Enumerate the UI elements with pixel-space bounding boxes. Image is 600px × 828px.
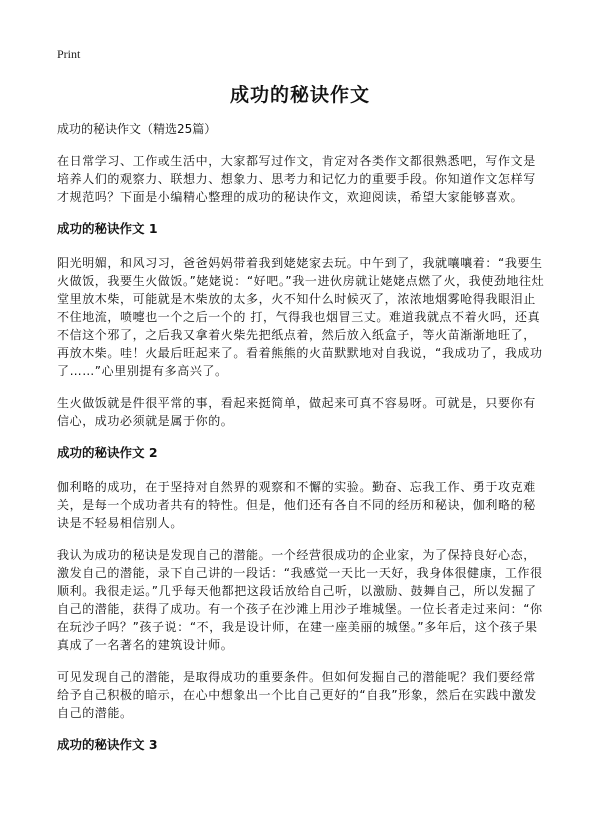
section-heading-1: 成功的秘诀作文 1 — [57, 221, 158, 236]
article-body — [57, 120, 545, 770]
section-2-paragraph-2: 我认为成功的秘诀是发现自己的潜能。一个经营很成功的企业家，为了保持良好心态，激发自己的潜能，录下自己讲的一段话：“我感觉一天比一天好，我身体很健康，工作很顺利。我很走运。”几乎每天他都把这段话放给自己听，以激励、鼓舞自己，所以发掘了自己的潜能，获得了成功。有一个孩子在沙滩上用沙子堆城堡。一位长者走过来问：“你在玩沙子吗？”孩子说：“不，我是设计师，在建一座美丽的城堡。”多年后，这个孩子果真成了一名著名的建筑设计师。 — [57, 548, 543, 652]
page-title: 成功的秘诀作文 — [229, 84, 370, 106]
section-2-paragraph-1: 伽利略的成功，在于坚持对自然界的观察和不懈的实验。勤奋、忘我工作、勇于攻克难关，是每一个成功者共有的特性。但是，他们还有各自不同的经历和秘诀，伽利略的秘诀是不轻易相信别人。 — [57, 480, 536, 530]
article-subtitle: 成功的秘诀作文（精选25篇） — [57, 122, 217, 136]
intro-paragraph: 在日常学习、工作或生活中，大家都写过作文，肯定对各类作文都很熟悉吧，写作文是培养人们的观察力、联想力、想象力、思考力和记忆力的重要手段。你知道作文怎样写才规范吗？下面是小编精心整理的成功的秘诀作文，欢迎阅读，希望大家能够喜欢。 — [57, 154, 536, 204]
section-heading-2: 成功的秘诀作文 2 — [57, 445, 158, 460]
print-link[interactable]: Print — [57, 47, 81, 61]
section-1-paragraph-2: 生火做饭就是件很平常的事，看起来挺简单，做起来可真不容易呀。可就是，只要你有信心，成功必须就是属于你的。 — [57, 396, 536, 428]
section-2-paragraph-3: 可见发现自己的潜能，是取得成功的重要条件。但如何发掘自己的潜能呢？我们要经常给予自己积极的暗示，在心中想象出一个比自己更好的“自我”形象，然后在实践中激发自己的潜能。 — [57, 670, 537, 720]
section-heading-3: 成功的秘诀作文 3 — [57, 737, 158, 752]
section-1-paragraph-1: 阳光明媚，和风习习，爸爸妈妈带着我到姥姥家去玩。中午到了，我就嚷嚷着：“我要生火做饭，我要生火做饭。”姥姥说：“好吧。”我一进伙房就让姥姥点燃了火，我使劲地往灶堂里放木柴，可能就是木柴放的太多，火不知什么时候灭了，浓浓地烟雾呛得我眼泪止不住地流，喷嚏也一个之后一个的 打，气得我也烟冒三丈。难道我就点不着火吗，还真不信这个邪了，之后我又拿着火柴先把纸点着，然后放入纸盒子，等火苗渐渐地旺了，再放木柴。哇！火最后旺起来了。看着熊熊的火苗默默地对自我说，“我成功了，我成功了……”心里别提有多高兴了。 — [57, 256, 545, 378]
